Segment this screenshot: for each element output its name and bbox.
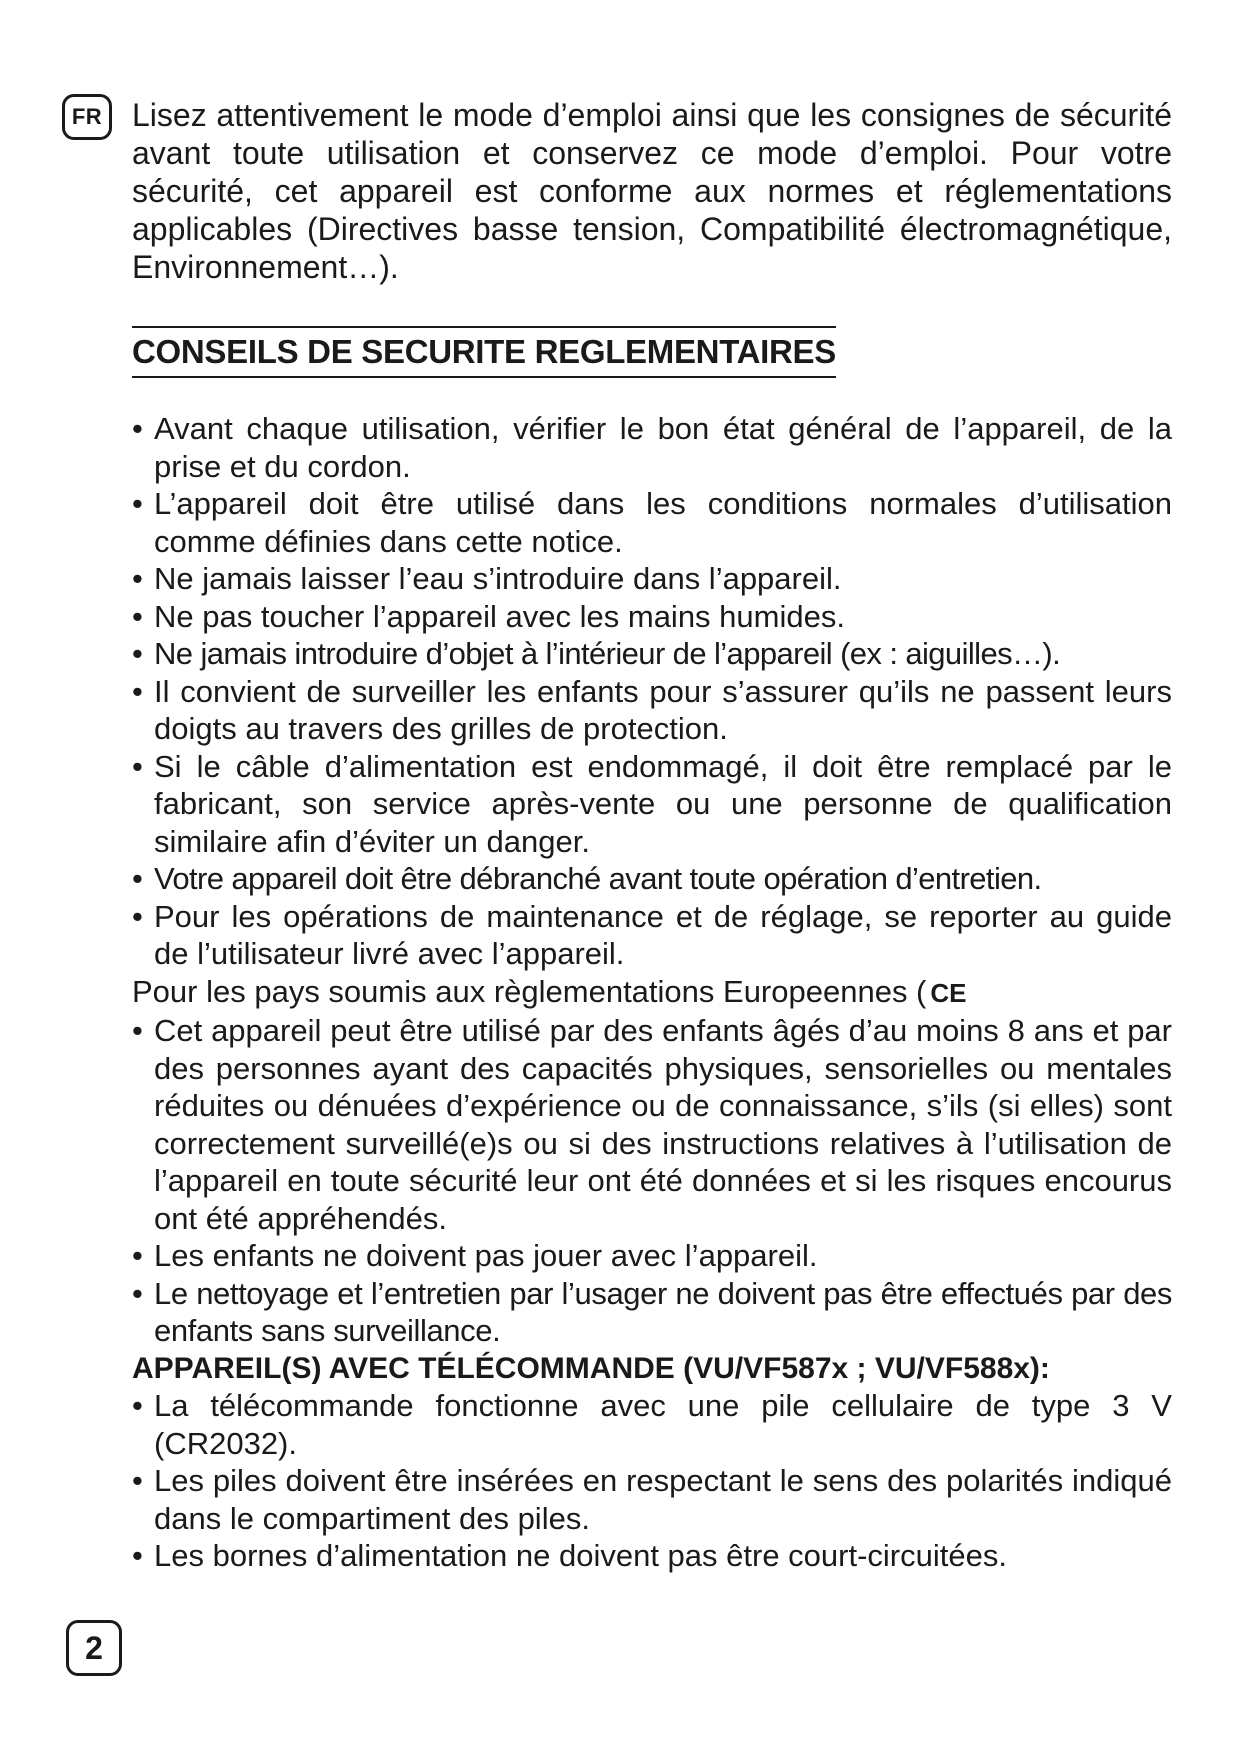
list-item: • La télécommande fonctionne avec une pile cellulaire de type 3 V (CR2032). — [132, 1387, 1172, 1462]
list-item: • Les enfants ne doivent pas jouer avec l’appareil. — [132, 1237, 1172, 1275]
list-item: • Il convient de surveiller les enfants pour s’assurer qu’ils ne passent leurs doigts au travers des grilles de protection. — [132, 673, 1172, 748]
list-item: • Les bornes d’alimentation ne doivent pas être court-circuitées. — [132, 1537, 1172, 1575]
remote-heading: APPAREIL(S) AVEC TÉLÉCOMMANDE (VU/VF587x ; VU/VF588x): — [132, 1351, 1050, 1385]
language-badge: FR — [62, 94, 112, 140]
ce-mark-icon: CE — [930, 977, 967, 1008]
remote-list — [132, 1387, 1172, 1575]
list-item: • L’appareil doit être utilisé dans les conditions normales d’utilisation comme définies dans cette notice. — [132, 485, 1172, 560]
page-content — [132, 96, 1172, 1575]
eu-list — [132, 1012, 1172, 1350]
list-item: • Pour les opérations de maintenance et de réglage, se reporter au guide de l’utilisateur livré avec l’appareil. — [132, 898, 1172, 973]
list-item: • Si le câble d’alimentation est endommagé, il doit être remplacé par le fabricant, son service après-vente ou une personne de qualification similaire afin d’éviter un danger. — [132, 748, 1172, 861]
eu-regulation-line — [132, 973, 1172, 1013]
list-item: • Cet appareil peut être utilisé par des enfants âgés d’au moins 8 ans et par des personnes ayant des capacités physiques, sensorielles ou mentales réduites ou dénuées d’expérience ou de connaissance, s’ils (si elles) sont correctement surveillé(e)s ou si des instructions relatives à l’utilisation de l’appareil en toute sécurité leur ont été données et si les risques encourus ont été appréhendés. — [132, 1012, 1172, 1237]
list-item: • Ne jamais laisser l’eau s’introduire dans l’appareil. — [132, 560, 1172, 598]
page-number: 2 — [66, 1620, 122, 1676]
list-item: • Ne pas toucher l’appareil avec les mains humides. — [132, 598, 1172, 636]
safety-list — [132, 410, 1172, 973]
list-item: • Le nettoyage et l’entretien par l’usager ne doivent pas être effectués par des enfants sans surveillance. — [132, 1275, 1172, 1350]
section-title: CONSEILS DE SECURITE REGLEMENTAIRES — [132, 326, 836, 378]
eu-regulation-text: Pour les pays soumis aux règlementations Europeennes ( — [132, 973, 927, 1009]
list-item: • Les piles doivent être insérées en respectant le sens des polarités indiqué dans le compartiment des piles. — [132, 1462, 1172, 1537]
list-item: • Avant chaque utilisation, vérifier le bon état général de l’appareil, de la prise et du cordon. — [132, 410, 1172, 485]
intro-paragraph: Lisez attentivement le mode d’emploi ainsi que les consignes de sécurité avant toute utilisation et conservez ce mode d’emploi. Pour votre sécurité, cet appareil est conforme aux normes et réglementations applicables (Directives basse tension, Compatibilité électromagnétique, Environnement…). — [132, 97, 1172, 285]
list-item: • Ne jamais introduire d’objet à l’intérieur de l’appareil (ex : aiguilles…). — [132, 635, 1172, 673]
list-item: • Votre appareil doit être débranché avant toute opération d’entretien. — [132, 860, 1172, 898]
